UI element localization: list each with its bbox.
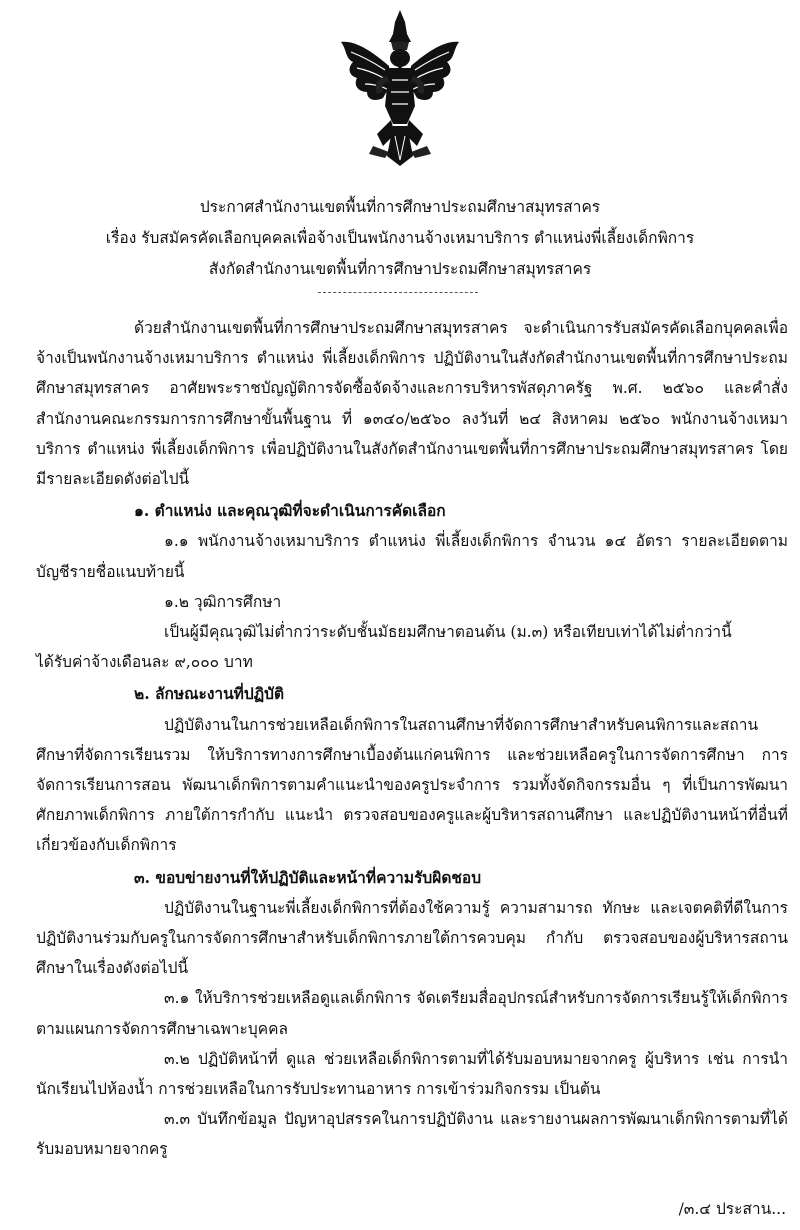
- document-header: [0, 192, 800, 285]
- header-affiliation: สังกัดสำนักงานเขตพื้นที่การศึกษาประถมศึกษาสมุทรสาคร: [208, 260, 592, 278]
- section-1-heading: ๑. ตำแหน่ง และคุณวุฒิที่จะดำเนินการคัดเลือก: [134, 501, 446, 521]
- section-3-heading: ๓. ขอบข่ายงานที่ให้ปฏิบัติและหน้าที่ความรับผิดชอบ: [134, 867, 482, 887]
- document-body: [36, 313, 788, 1165]
- section-3-body: ปฏิบัติงานในฐานะพี่เลี้ยงเด็กพิการที่ต้องใช้ความรู้ ความสามารถ ทักษะ และเจตคติที่ดีในการปฏิบัติงานร่วมกับครูในการจัดการศึกษาสำหรับเด็กพิการภายใต้การควบคุม กำกับ ตรวจสอบของผู้บริหารสถานศึกษาในเรื่องดังต่อไปนี้: [36, 898, 788, 978]
- section-2-body: ปฏิบัติงานในการช่วยเหลือเด็กพิการในสถานศึกษาที่จัดการศึกษาสำหรับคนพิการและสถานศึกษาที่จัดการเรียนรวม ให้บริการทางการศึกษาเบื้องต้นแก่คนพิการ และช่วยเหลือครูในการจัดการศึกษา การจัดการเรียนการสอน พัฒนาเด็กพิการตามคำแนะนำของครูประจำการ รวมทั้งจัดกิจกรรมอื่น ๆ ที่เป็นการพัฒนาศักยภาพเด็กพิการ ภายใต้การกำกับ แนะนำ ตรวจสอบของครูและผู้บริหารสถานศึกษา และปฏิบัติงานหน้าที่อื่นที่เกี่ยวข้องกับเด็กพิการ: [36, 715, 788, 855]
- section-3-1: ๓.๑ ให้บริการช่วยเหลือดูแลเด็กพิการ จัดเตรียมสื่ออุปกรณ์สำหรับการจัดการเรียนรู้ให้เด็กพิการตามแผนการจัดการศึกษาเฉพาะบุคคล: [36, 989, 788, 1038]
- intro-paragraph: ด้วยสำนักงานเขตพื้นที่การศึกษาประถมศึกษาสมุทรสาคร จะดำเนินการรับสมัครคัดเลือกบุคคลเพื่อจ้างเป็นพนักงานจ้างเหมาบริการ ตำแหน่ง พี่เลี้ยงเด็กพิการ ปฏิบัติงานในสังกัดสำนักงานเขตพื้นที่การศึกษาประถมศึกษาสมุทรสาคร อาศัยพระราชบัญญัติการจัดซื้อจัดจ้างและการบริหารพัสดุภาครัฐ พ.ศ. ๒๕๖๐ และคำสั่งสำนักงานคณะกรรมการการศึกษาขั้นพื้นฐาน ที่ ๑๓๔๐/๒๕๖๐ ลงวันที่ ๒๔ สิงหาคม ๒๕๖๐ พนักงานจ้างเหมาบริการ ตำแหน่ง พี่เลี้ยงเด็กพิการ เพื่อปฏิบัติงานในสังกัดสำนักงานเขตพื้นที่การศึกษาประถมศึกษาสมุทรสาคร โดยมีรายละเอียดดังต่อไปนี้: [36, 319, 788, 489]
- section-3-2: ๓.๒ ปฏิบัติหน้าที่ ดูแล ช่วยเหลือเด็กพิการตามที่ได้รับมอบหมายจากครู ผู้บริหาร เช่น การนำนักเรียนไปห้องน้ำ การช่วยเหลือในการรับประทานอาหาร การเข้าร่วมกิจกรรม เป็นต้น: [36, 1049, 788, 1099]
- header-divider: [318, 292, 478, 293]
- section-1-2-pay: ได้รับค่าจ้างเดือนละ ๙,๐๐๐ บาท: [36, 653, 253, 672]
- header-subject: เรื่อง รับสมัครคัดเลือกบุคคลเพื่อจ้างเป็นพนักงานจ้างเหมาบริการ ตำแหน่งพี่เลี้ยงเด็กพิการ: [105, 229, 695, 247]
- section-2-heading: ๒. ลักษณะงานที่ปฏิบัติ: [134, 684, 285, 704]
- section-1-2-body: เป็นผู้มีคุณวุฒิไม่ต่ำกว่าระดับชั้นมัธยมศึกษาตอนต้น (ม.๓) หรือเทียบเท่าได้ไม่ต่ำกว่านี้: [164, 623, 732, 642]
- header-title: ประกาศสำนักงานเขตพื้นที่การศึกษาประถมศึกษาสมุทรสาคร: [199, 198, 601, 216]
- page-continuation: /๓.๔ ประสาน...: [678, 1200, 786, 1218]
- section-1-1: ๑.๑ พนักงานจ้างเหมาบริการ ตำแหน่ง พี่เลี้ยงเด็กพิการ จำนวน ๑๔ อัตรา รายละเอียดตามบัญชีรายชื่อแนบท้ายนี้: [36, 532, 788, 581]
- section-1-2-title: ๑.๒ วุฒิการศึกษา: [164, 592, 282, 611]
- garuda-emblem-icon: [337, 6, 463, 168]
- section-3-3: ๓.๓ บันทึกข้อมูล ปัญหาอุปสรรคในการปฏิบัติงาน และรายงานผลการพัฒนาเด็กพิการตามที่ได้รับมอบหมายจากครู: [36, 1110, 788, 1159]
